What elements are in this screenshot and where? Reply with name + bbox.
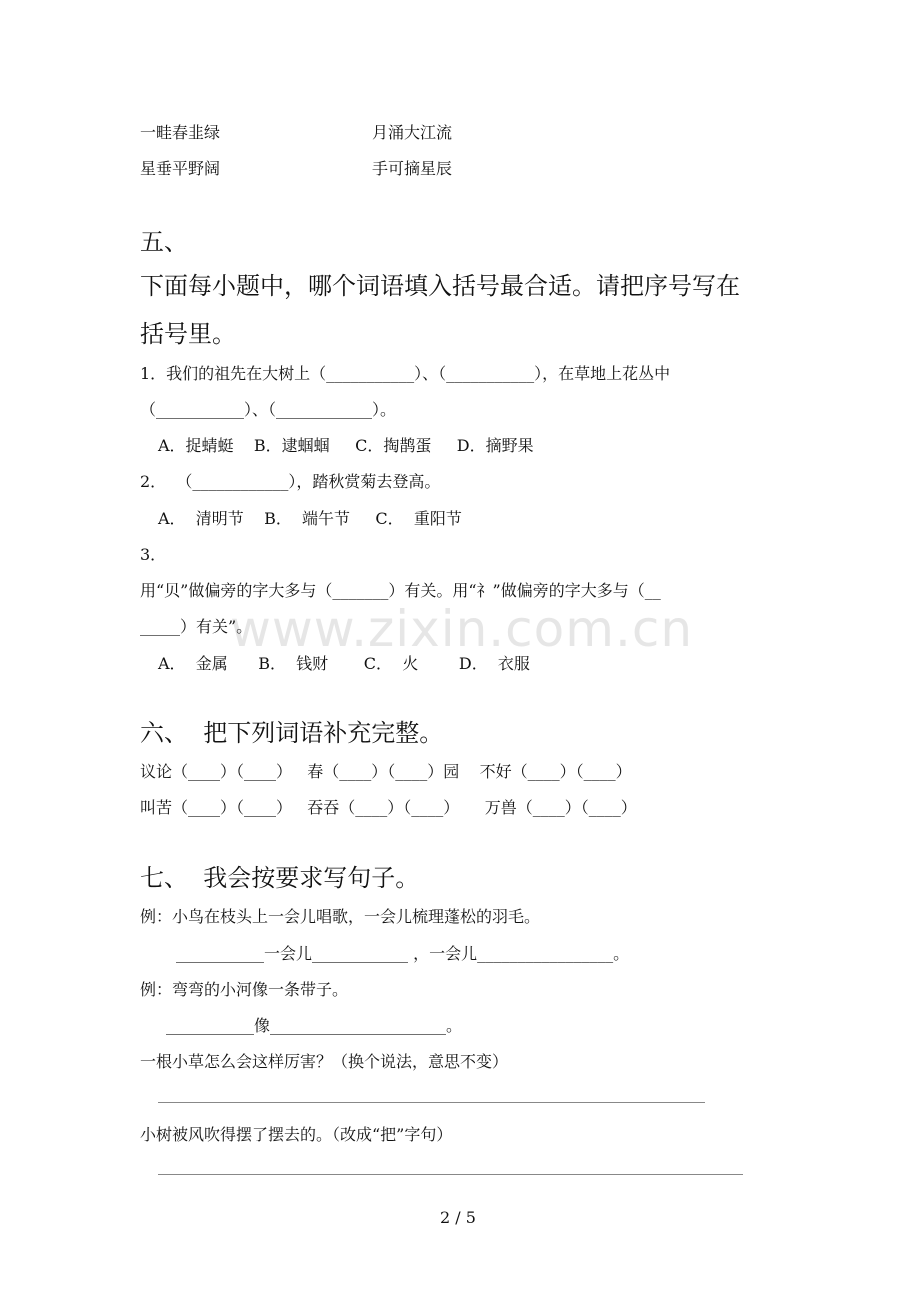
section5-title-line1: 下面每小题中，哪个词语填入括号最合适。请把序号写在 <box>140 272 740 300</box>
section7-example2: 例：弯弯的小河像一条带子。 <box>140 980 349 999</box>
page-number: 2 / 5 <box>440 1208 476 1227</box>
poem-left-2: 星垂平野阔 <box>140 159 221 178</box>
poem-right-2: 手可摘星辰 <box>372 159 453 178</box>
section7-example1: 例：小鸟在枝头上一会儿唱歌，一会儿梳理蓬松的羽毛。 <box>140 907 541 926</box>
section7-example1-fill: ___________一会儿____________ ，一会儿_________________。 <box>176 944 630 963</box>
answer-line-q3 <box>158 1102 705 1103</box>
q3-options: A． 金属 B． 钱财 C． 火 D． 衣服 <box>158 654 530 673</box>
q1-line1: 1．我们的祖先在大树上（___________）、（___________），在草地上花丛中 <box>140 364 671 383</box>
section5-title-line2: 括号里。 <box>140 320 236 348</box>
answer-line-q4 <box>158 1174 743 1175</box>
q3-line2: _____）有关”。 <box>140 617 253 636</box>
q3-number: 3． <box>140 545 167 564</box>
q3-line1: 用“贝”做偏旁的字大多与（_______）有关。用“礻”做偏旁的字大多与（__ <box>140 581 661 600</box>
q1-line2: （___________）、（____________）。 <box>140 400 397 419</box>
section7-question3: 一根小草怎么会这样厉害？（换个说法，意思不变） <box>140 1052 509 1071</box>
section6-row2: 叫苦（____）（____） 吞吞（____）（____） 万兽（____）（____） <box>140 798 637 817</box>
section7-title: 七、 我会按要求写句子。 <box>140 864 420 892</box>
section6-title: 六、 把下列词语补充完整。 <box>140 719 444 747</box>
q2-options: A． 清明节 B． 端午节 C． 重阳节 <box>158 509 462 528</box>
section7-example2-fill: ___________像______________________。 <box>166 1016 463 1035</box>
section7-question4: 小树被风吹得摆了摆去的。（改成“把”字句） <box>140 1125 453 1144</box>
watermark: www.zixin.com.cn <box>230 600 694 658</box>
poem-left-1: 一畦春韭绿 <box>140 123 221 142</box>
section5-number: 五、 <box>140 228 188 256</box>
poem-right-1: 月涌大江流 <box>372 123 453 142</box>
q1-options: A．捉蜻蜓 B．逮蝈蝈 C．掏鹊蛋 D．摘野果 <box>158 436 534 455</box>
q2-line1: 2． （____________），踏秋赏菊去登高。 <box>140 472 441 491</box>
section6-row1: 议论（____）（____） 春（____）（____）园 不好（____）（____） <box>140 762 632 781</box>
